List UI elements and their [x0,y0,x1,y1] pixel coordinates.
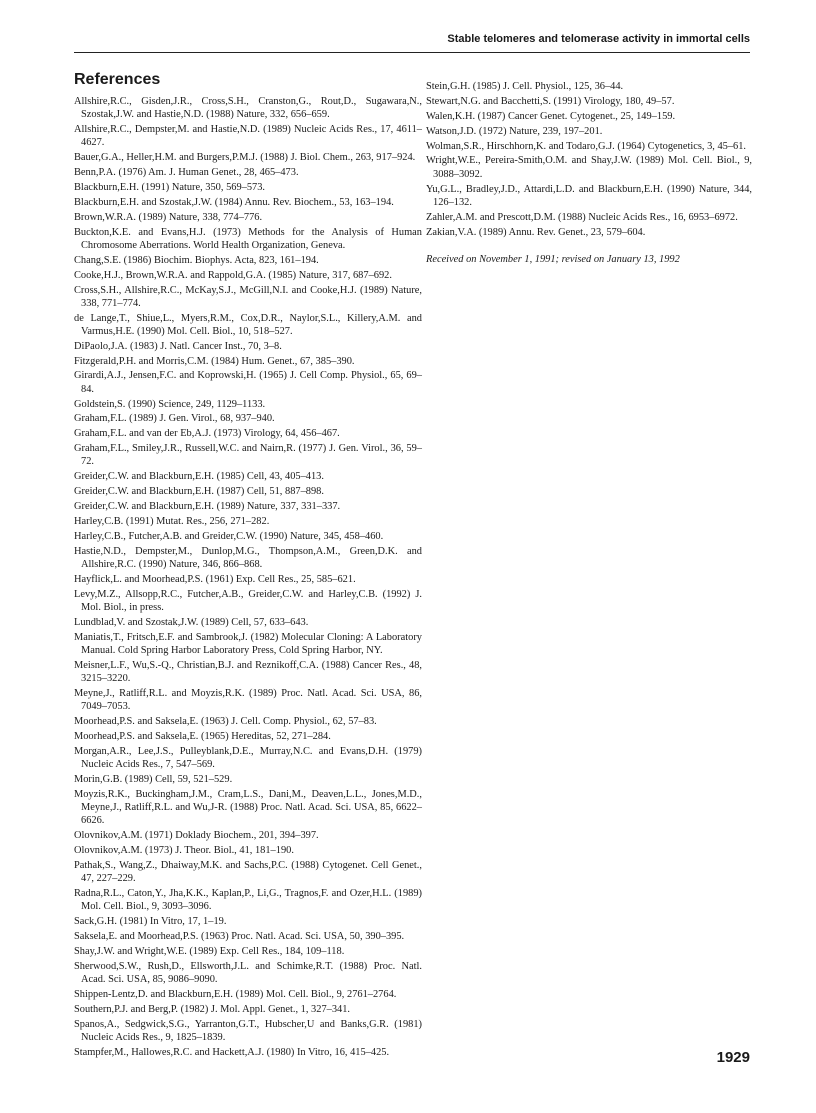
reference-entry: Shippen-Lentz,D. and Blackburn,E.H. (1989) Mol. Cell. Biol., 9, 2761–2764. [74,988,397,1000]
reference-entry: Allshire,R.C., Dempster,M. and Hastie,N.D. (1989) Nucleic Acids Res., 17, 4611–4627. [74,124,422,149]
reference-entry: Stewart,N.G. and Bacchetti,S. (1991) Virology, 180, 49–57. [426,95,675,107]
reference-entry: Girardi,A.J., Jensen,F.C. and Koprowski,H. (1965) J. Cell Comp. Physiol., 65, 69–84. [74,370,422,395]
reference-entry: Blackburn,E.H. and Szostak,J.W. (1984) Annu. Rev. Biochem., 53, 163–194. [74,196,394,208]
reference-entry: Hayflick,L. and Moorhead,P.S. (1961) Exp. Cell Res., 25, 585–621. [74,573,356,585]
reference-entry: Brown,W.R.A. (1989) Nature, 338, 774–776. [74,211,263,223]
reference-entry: Graham,F.L., Smiley,J.R., Russell,W.C. and Nairn,R. (1977) J. Gen. Virol., 36, 59–72. [74,443,422,468]
reference-entry: Maniatis,T., Fritsch,E.F. and Sambrook,J. (1982) Molecular Cloning: A Laboratory Manual. Cold Spring Harbor Laboratory Press, Cold Spring Harbor, NY. [74,631,422,656]
references-column-left [74,95,422,1061]
header-rule [74,52,750,53]
reference-entry: Graham,F.L. (1989) J. Gen. Virol., 68, 937–940. [74,413,275,425]
reference-entry: Harley,C.B. (1991) Mutat. Res., 256, 271–282. [74,516,270,528]
reference-entry: Blackburn,E.H. (1991) Nature, 350, 569–573. [74,181,266,193]
reference-entry: Greider,C.W. and Blackburn,E.H. (1985) Cell, 43, 405–413. [74,471,324,483]
reference-entry: Goldstein,S. (1990) Science, 249, 1129–1133. [74,398,266,410]
reference-entry: Meyne,J., Ratliff,R.L. and Moyzis,R.K. (1989) Proc. Natl. Acad. Sci. USA, 86, 7049–7053. [74,687,422,713]
reference-entry: Moorhead,P.S. and Saksela,E. (1963) J. Cell. Comp. Physiol., 62, 57–83. [74,716,377,728]
reference-entry: Greider,C.W. and Blackburn,E.H. (1987) Cell, 51, 887–898. [74,486,324,498]
reference-entry: Bauer,G.A., Heller,H.M. and Burgers,P.M.J. (1988) J. Biol. Chem., 263, 917–924. [74,152,416,164]
reference-entry: Fitzgerald,P.H. and Morris,C.M. (1984) Hum. Genet., 67, 385–390. [74,355,355,367]
reference-entry: Walen,K.H. (1987) Cancer Genet. Cytogenet., 25, 149–159. [426,110,676,122]
reference-entry: Yu,G.L., Bradley,J.D., Attardi,L.D. and Blackburn,E.H. (1990) Nature, 344, 126–132. [426,183,752,208]
received-note: Received on November 1, 1991; revised on January 13, 1992 [426,253,680,265]
reference-entry: Cooke,H.J., Brown,W.R.A. and Rappold,G.A. (1985) Nature, 317, 687–692. [74,269,392,281]
reference-entry: Zakian,V.A. (1989) Annu. Rev. Genet., 23, 579–604. [426,226,646,238]
reference-entry: Southern,P.J. and Berg,P. (1982) J. Mol. Appl. Genet., 1, 327–341. [74,1003,351,1015]
references-heading: References [74,71,161,88]
reference-entry: Allshire,R.C., Gisden,J.R., Cross,S.H., Cranston,G., Rout,D., Sugawara,N., Szostak,J.W. and Hastie,N.D. (1988) Nature, 332, 656–659. [74,96,422,121]
reference-entry: Watson,J.D. (1972) Nature, 239, 197–201. [426,125,603,137]
reference-entry: Moyzis,R.K., Buckingham,J.M., Cram,L.S., Dani,M., Deaven,L.L., Jones,M.D., Meyne,J., Ratliff,R.L. and Wu,J-R. (1988) Proc. Natl. Acad. Sci. USA, 85, 6622–6626. [74,788,422,827]
reference-entry: Wright,W.E., Pereira-Smith,O.M. and Shay,J.W. (1989) Mol. Cell. Biol., 9, 3088–3092. [426,155,752,180]
reference-entry: Hastie,N.D., Dempster,M., Dunlop,M.G., Thompson,A.M., Green,D.K. and Allshire,R.C. (1990) Nature, 346, 866–868. [74,545,422,570]
reference-entry: Levy,M.Z., Allsopp,R.C., Futcher,A.B., Greider,C.W. and Harley,C.B. (1992) J. Mol. Biol., in press. [74,588,422,613]
reference-entry: Olovnikov,A.M. (1973) J. Theor. Biol., 41, 181–190. [74,845,294,856]
reference-entry: Stampfer,M., Hallowes,R.C. and Hackett,A.J. (1980) In Vitro, 16, 415–425. [74,1046,390,1058]
reference-entry: Spanos,A., Sedgwick,S.G., Yarranton,G.T., Hubscher,U and Banks,G.R. (1981) Nucleic Acids Res., 9, 1825–1839. [74,1018,422,1043]
reference-entry: Sack,G.H. (1981) In Vitro, 17, 1–19. [74,916,227,928]
reference-entry: Morin,G.B. (1989) Cell, 59, 521–529. [74,773,233,785]
reference-entry: Olovnikov,A.M. (1971) Doklady Biochem., 201, 394–397. [74,830,319,842]
references-list-right [426,80,752,239]
reference-entry: Sherwood,S.W., Rush,D., Ellsworth,J.L. and Schimke,R.T. (1988) Proc. Natl. Acad. Sci. USA, 85, 9086–9090. [74,960,422,985]
reference-entry: Greider,C.W. and Blackburn,E.H. (1989) Nature, 337, 331–337. [74,501,341,513]
reference-entry: Saksela,E. and Moorhead,P.S. (1963) Proc. Natl. Acad. Sci. USA, 50, 390–395. [74,930,405,942]
reference-entry: Radna,R.L., Caton,Y., Jha,K.K., Kaplan,P., Li,G., Tragnos,F. and Ozer,H.L. (1989) Mol. Cell. Biol., 9, 3093–3096. [74,887,422,913]
reference-entry: Zahler,A.M. and Prescott,D.M. (1988) Nucleic Acids Res., 16, 6953–6972. [426,211,738,223]
reference-entry: Buckton,K.E. and Evans,H.J. (1973) Methods for the Analysis of Human Chromosome Aberrations. World Health Organization, Geneva. [74,226,422,251]
reference-entry: Morgan,A.R., Lee,J.S., Pulleyblank,D.E., Murray,N.C. and Evans,D.H. (1979) Nucleic Acids Res., 7, 547–569. [74,745,422,771]
reference-entry: Cross,S.H., Allshire,R.C., McKay,S.J., McGill,N.I. and Cooke,H.J. (1989) Nature, 338, 771–774. [74,284,422,309]
reference-entry: Chang,S.E. (1986) Biochim. Biophys. Acta, 823, 161–194. [74,254,319,266]
reference-entry: Moorhead,P.S. and Saksela,E. (1965) Hereditas, 52, 271–284. [74,730,331,742]
reference-entry: Stein,G.H. (1985) J. Cell. Physiol., 125, 36–44. [426,81,624,92]
reference-entry: Lundblad,V. and Szostak,J.W. (1989) Cell, 57, 633–643. [74,616,309,628]
page-number: 1929 [716,1049,750,1066]
reference-entry: Wolman,S.R., Hirschhorn,K. and Todaro,G.J. (1964) Cytogenetics, 3, 45–61. [426,140,747,152]
reference-entry: Shay,J.W. and Wright,W.E. (1989) Exp. Cell Res., 184, 109–118. [74,945,345,957]
reference-entry: de Lange,T., Shiue,L., Myers,R.M., Cox,D.R., Naylor,S.L., Killery,A.M. and Varmus,H.E. (1990) Mol. Cell. Biol., 10, 518–527. [74,312,422,337]
running-head: Stable telomeres and telomerase activity in immortal cells [447,33,750,45]
references-column-right [426,80,752,266]
reference-entry: Pathak,S., Wang,Z., Dhaiway,M.K. and Sachs,P.C. (1988) Cytogenet. Cell Genet., 47, 227–229. [74,859,422,885]
reference-entry: DiPaolo,J.A. (1983) J. Natl. Cancer Inst., 70, 3–8. [74,340,282,352]
reference-entry: Harley,C.B., Futcher,A.B. and Greider,C.W. (1990) Nature, 345, 458–460. [74,530,384,542]
reference-entry: Benn,P.A. (1976) Am. J. Human Genet., 28, 465–473. [74,167,299,179]
reference-entry: Meisner,L.F., Wu,S.-Q., Christian,B.J. and Reznikoff,C.A. (1988) Cancer Res., 48, 3215–3220. [74,659,422,685]
reference-entry: Graham,F.L. and van der Eb,A.J. (1973) Virology, 64, 456–467. [74,428,340,440]
